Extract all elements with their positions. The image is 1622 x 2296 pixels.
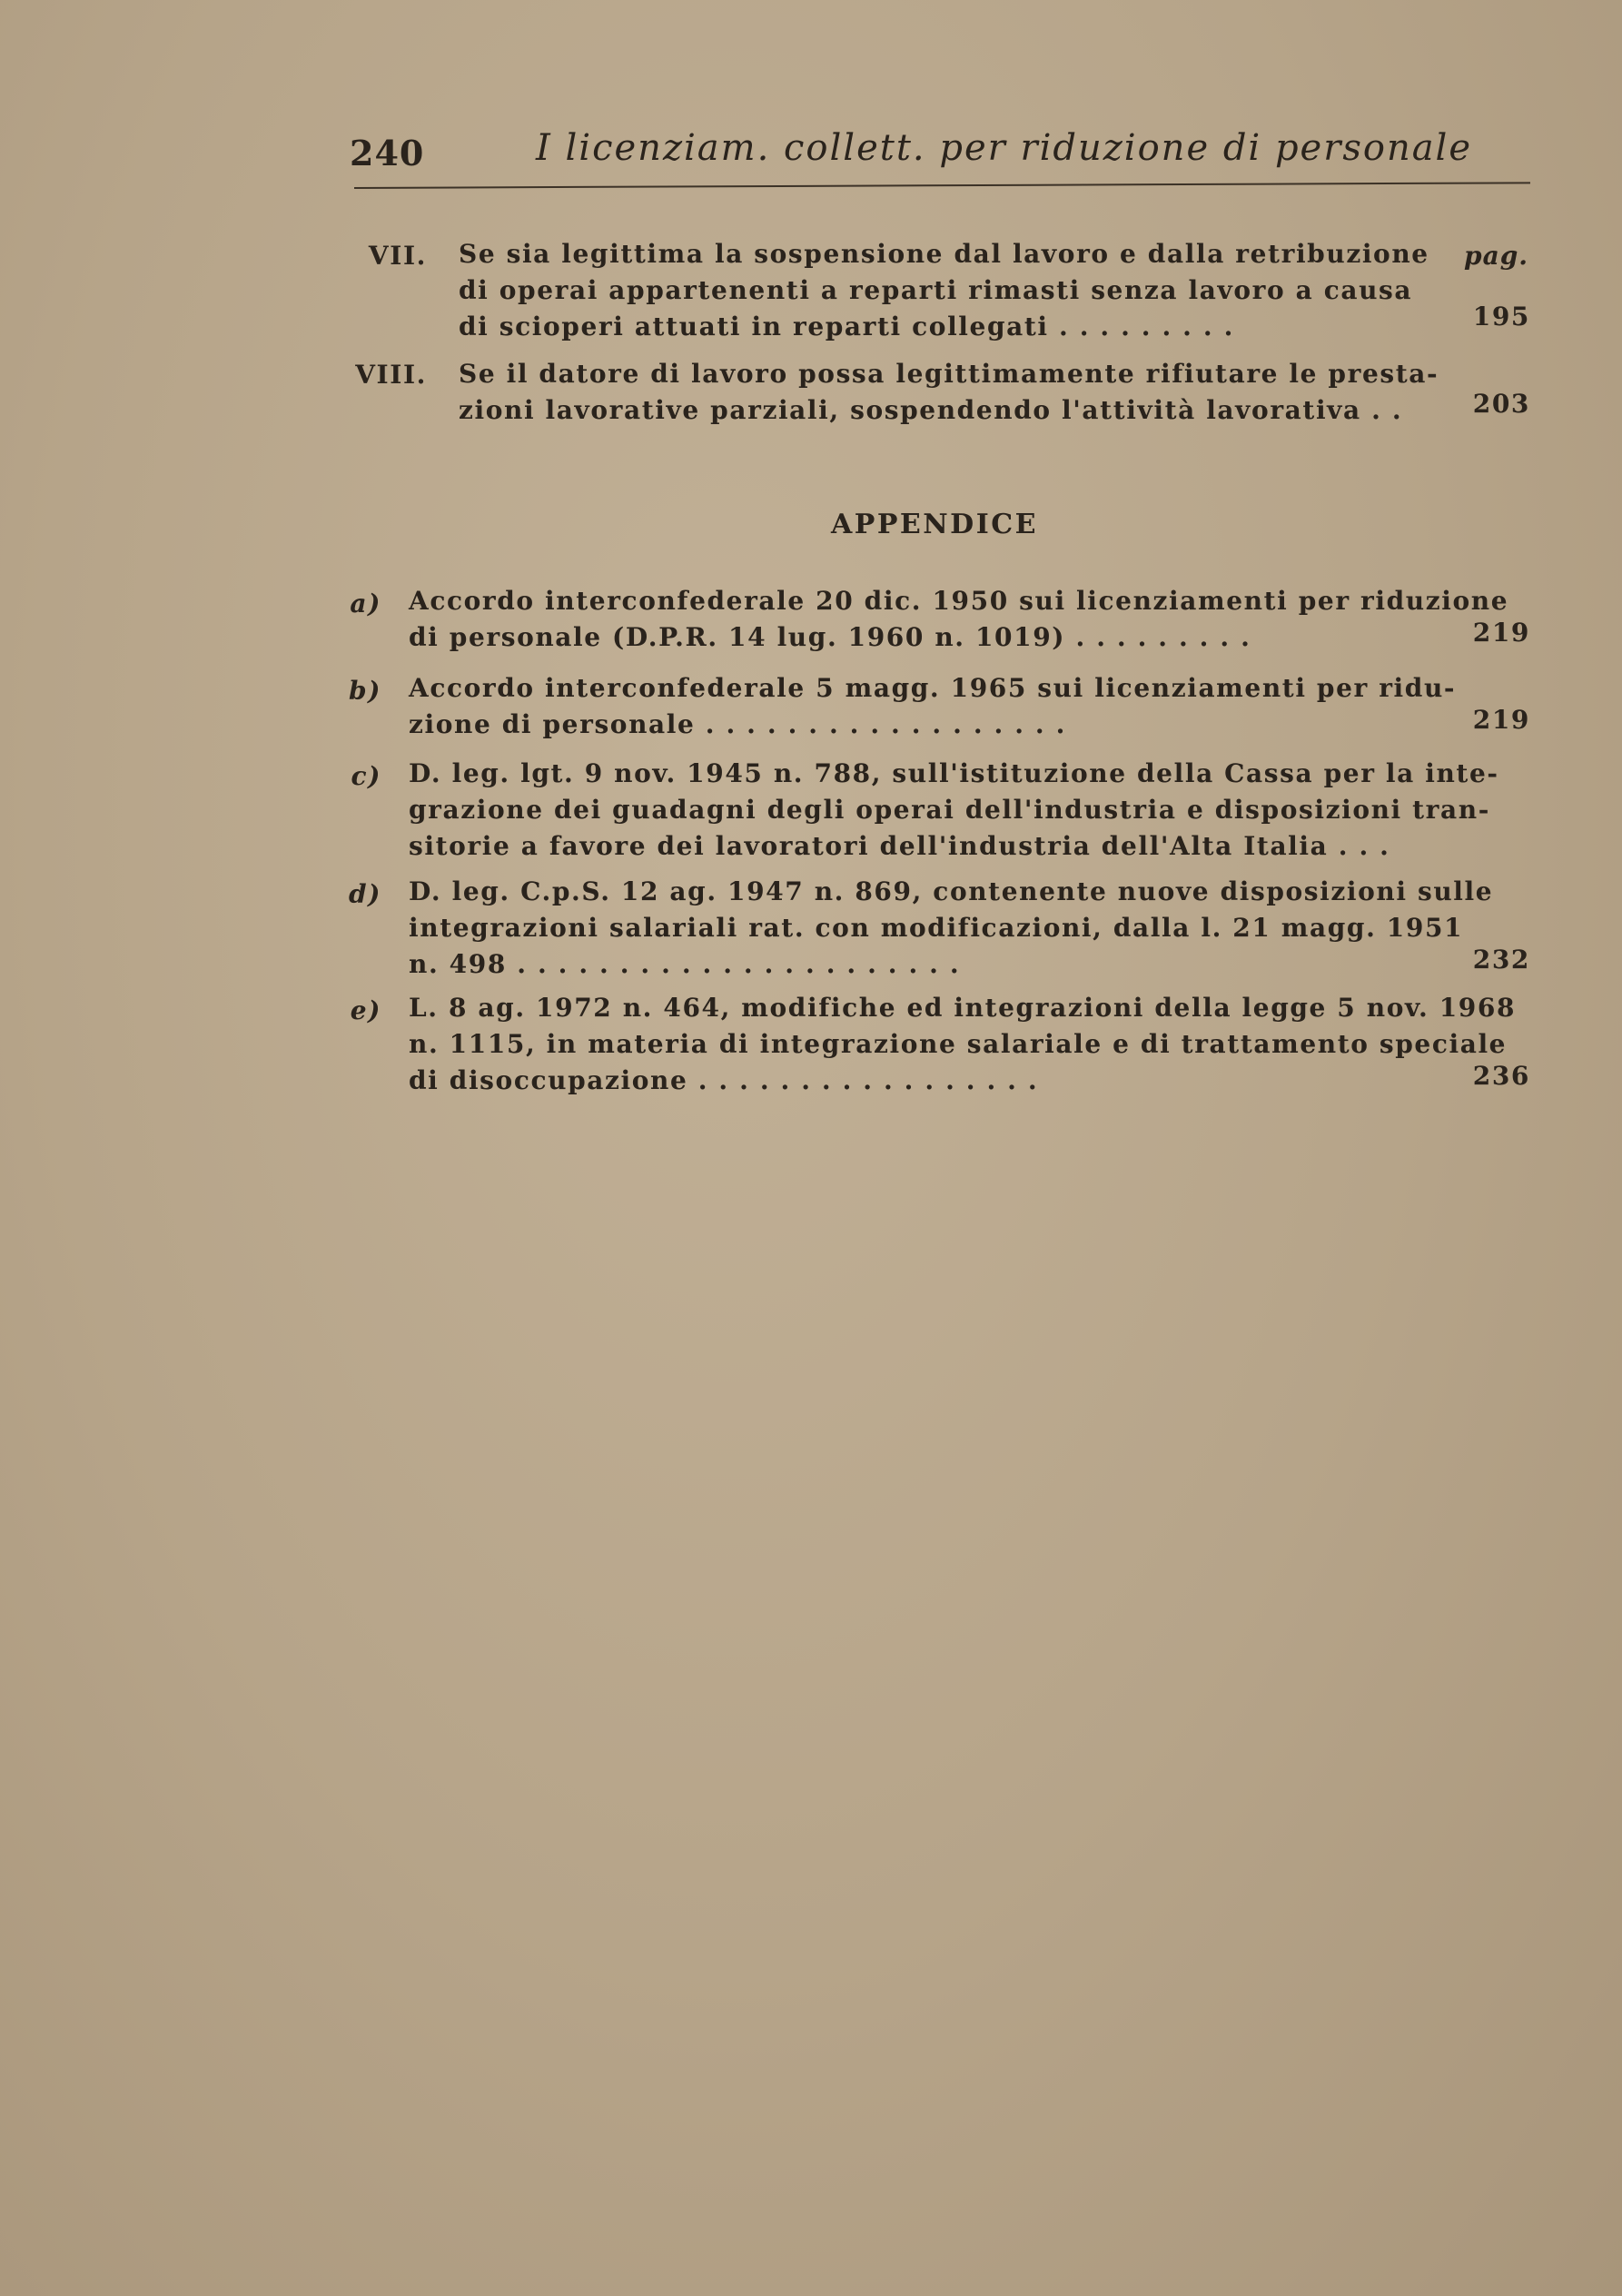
entry-text [409,990,1516,1099]
entry-line: Se il datore di lavoro possa legittimamente rifiutare le presta- [459,359,1439,389]
entry-text [409,874,1493,983]
entry-page-ref: 232 [1472,945,1530,975]
page-number: 240 [350,133,425,173]
appendix-heading: APPENDICE [831,509,1038,540]
entry-text [409,583,1508,656]
entry-label: VIII. [355,360,427,390]
entry-text [459,236,1429,345]
entry-line: di disoccupazione . . . . . . . . . . . . . . . . . [409,1065,1039,1095]
entry-line: di operai appartenenti a reparti rimasti senza lavoro a causa [459,275,1413,305]
entry-line: zioni lavorative parziali, sospendendo l'attività lavorativa . . [459,395,1403,425]
entry-label: VII. [368,241,427,271]
entry-line: n. 1115, in materia di integrazione salariale e di trattamento speciale [409,1029,1508,1059]
entry-line: zione di personale . . . . . . . . . . . . . . . . . . [409,709,1066,739]
entry-label: e) [350,995,381,1025]
entry-line: D. leg. C.p.S. 12 ag. 1947 n. 869, contenente nuove disposizioni sulle [409,876,1494,906]
entry-text [459,356,1439,429]
entry-line: di personale (D.P.R. 14 lug. 1960 n. 1019) . . . . . . . . . [409,622,1251,652]
entry-line: grazione dei guadagni degli operai dell'industria e disposizioni tran- [409,795,1490,825]
entry-page-ref: 203 [1472,389,1530,419]
entry-line: integrazioni salariali rat. con modificazioni, dalla l. 21 magg. 1951 [409,913,1464,943]
entry-page-ref: 219 [1472,705,1530,735]
entry-label: b) [348,676,381,706]
pag-label: pag. [1464,241,1529,271]
entry-line: L. 8 ag. 1972 n. 464, modifiche ed integrazioni della legge 5 nov. 1968 [409,993,1517,1023]
entry-page-ref: 236 [1472,1061,1530,1091]
entry-line: sitorie a favore dei lavoratori dell'industria dell'Alta Italia . . . [409,831,1390,861]
entry-label: d) [348,879,381,909]
entry-line: di scioperi attuati in reparti collegati . . . . . . . . . [459,312,1234,341]
entry-page-ref: 219 [1472,618,1530,648]
entry-text [409,670,1456,743]
running-title: I licenziam. collett. per riduzione di personale [536,127,1473,169]
entry-line: Accordo interconfederale 5 magg. 1965 sui licenziamenti per ridu- [409,673,1457,703]
entry-text [409,756,1499,865]
entry-label: a) [350,589,381,619]
entry-line: n. 498 . . . . . . . . . . . . . . . . . . . . . . [409,949,961,979]
entry-page-ref: 195 [1472,302,1530,332]
entry-line: Se sia legittima la sospensione dal lavoro e dalla retribuzione [459,239,1429,269]
entry-line: Accordo interconfederale 20 dic. 1950 sui licenziamenti per riduzione [409,586,1509,616]
entry-label: c) [351,761,381,791]
running-head [350,127,1530,185]
entry-line: D. leg. lgt. 9 nov. 1945 n. 788, sull'istituzione della Cassa per la inte- [409,758,1499,788]
